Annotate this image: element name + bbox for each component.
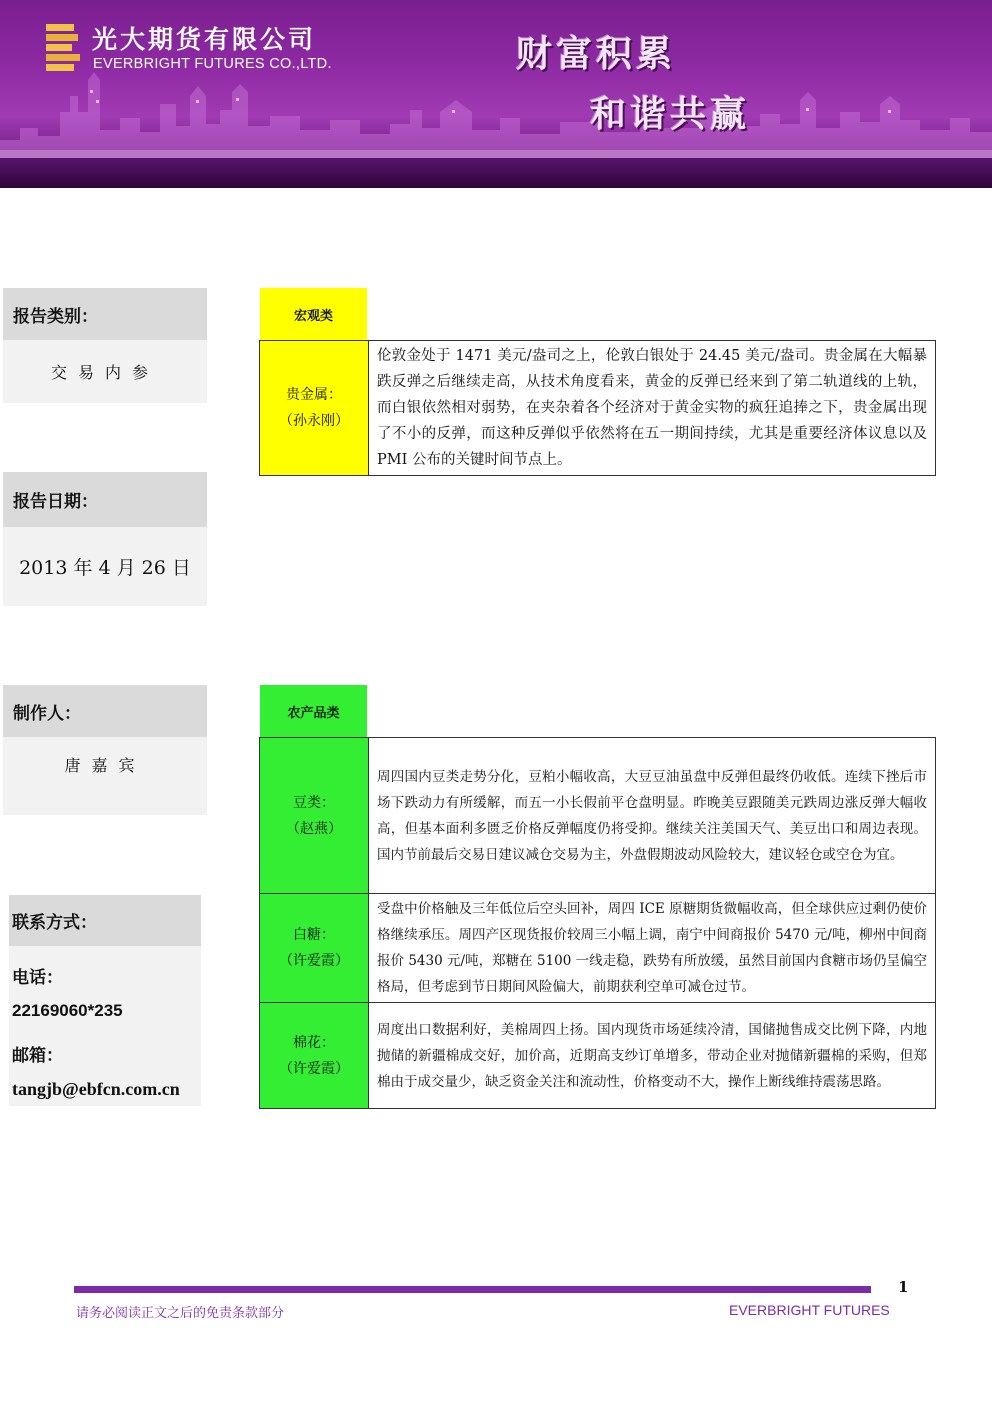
macro-section-title: 宏观类 xyxy=(293,308,333,324)
email-label: 邮箱： xyxy=(12,1046,63,1066)
agri-table xyxy=(259,737,936,1109)
contact-label: 联系方式： xyxy=(9,895,201,946)
author-value: 唐嘉宾 xyxy=(64,756,146,775)
company-logo-icon xyxy=(46,24,82,72)
sugar-cell xyxy=(260,894,369,1003)
table-row xyxy=(260,341,936,476)
footer-disclaimer: 请务必阅读正文之后的免责条款部分 xyxy=(76,1306,285,1321)
row-analyst: （赵燕） xyxy=(286,820,342,837)
report-date-value-box xyxy=(3,527,207,606)
row-category: 贵金属： xyxy=(286,387,342,403)
author-label: 制作人： xyxy=(3,685,207,737)
footer-divider xyxy=(74,1286,871,1293)
company-name-cn: 光大期货有限公司 xyxy=(92,25,317,54)
macro-section-header xyxy=(260,288,367,340)
cotton-cell xyxy=(260,1003,369,1109)
page-number: 1 xyxy=(898,1278,909,1296)
row-category: 棉花： xyxy=(293,1034,335,1051)
report-type-value-box xyxy=(3,340,207,403)
row-text: 伦敦金处于 1471 美元/盎司之上，伦敦白银处于 24.45 美元/盎司。贵金属在大幅暴跌反弹之后继续走高，从技术角度看来，黄金的反弹已经来到了第二轨道线的上轨，而白银依然相对弱势，在夹杂着各个经济对于黄金实物的疯狂追捧之下，贵金属出现了不小的反弹，而这种反弹似乎依然将在五一期间持续，尤其是重要经济体议息以及 PMI 公布的关键时间节点上。 xyxy=(369,341,936,476)
agri-section-header xyxy=(260,685,367,737)
footer-brand: EVERBRIGHT FUTURES xyxy=(729,1302,890,1318)
row-category: 白糖： xyxy=(293,927,335,943)
table-row xyxy=(260,738,936,894)
email-value[interactable]: tangjb@ebfcn.com.cn xyxy=(12,1079,180,1099)
row-text: 周四国内豆类走势分化，豆粕小幅收高，大豆豆油虽盘中反弹但最终仍收低。连续下挫后市场下跌动力有所缓解，而五一小长假前平仓盘明显。昨晚美豆跟随美元跌周边涨反弹大幅收高，但基本面利多匮乏价格反弹幅度仍将受抑。继续关注美国天气、美豆出口和周边表现。国内节前最后交易日建议减仓交易为主，外盘假期波动风险较大，建议轻仓或空仓为宜。 xyxy=(369,738,936,894)
row-analyst: （许爱霞） xyxy=(279,953,349,969)
company-name-en: EVERBRIGHT FUTURES CO.,LTD. xyxy=(93,56,332,72)
slogan-line-2: 和谐共赢 xyxy=(590,94,751,135)
author-value-box xyxy=(3,737,207,815)
row-analyst: （许爱霞） xyxy=(279,1060,349,1077)
report-date-label: 报告日期： xyxy=(3,472,207,527)
row-analyst: （孙永刚） xyxy=(279,413,349,429)
report-type-label: 报告类别： xyxy=(3,288,207,340)
header-banner xyxy=(0,0,992,188)
soybean-cell xyxy=(260,738,369,894)
report-date-value: 2013 年 4 月 26 日 xyxy=(19,557,191,579)
row-category: 豆类： xyxy=(293,794,335,811)
report-type-value: 交易内参 xyxy=(50,363,159,382)
phone-value: 22169060*235 xyxy=(12,1001,123,1020)
slogan-line-1: 财富积累 xyxy=(516,34,677,75)
table-row xyxy=(260,1003,936,1109)
row-text: 周度出口数据利好，美棉周四上扬。国内现货市场延续冷清，国储抛售成交比例下降，内地抛储的新疆棉成交好，加价高，近期高支纱订单增多，带动企业对抛储新疆棉的采购，但郑棉由于成交量少，缺乏资金关注和流动性，价格变动不大，操作上断线维持震荡思路。 xyxy=(369,1003,936,1109)
agri-section-title: 农产品类 xyxy=(287,705,340,721)
phone-label: 电话： xyxy=(12,968,63,988)
precious-metals-cell xyxy=(260,341,369,476)
table-row xyxy=(260,894,936,1003)
macro-table xyxy=(259,340,936,476)
row-text: 受盘中价格触及三年低位后空头回补，周四 ICE 原糖期货微幅收高，但全球供应过剩仍使价格继续承压。周四产区现货报价较周三小幅上调，南宁中间商报价 5470 元/吨，柳州中间商报价 5430 元/吨，郑糖在 5100 一线走稳，跌势有所放缓，虽然目前国内食糖市场仍呈偏空格局，但考虑到节日期间风险偏大，前期获利空单可减仓过节。 xyxy=(369,894,936,1003)
